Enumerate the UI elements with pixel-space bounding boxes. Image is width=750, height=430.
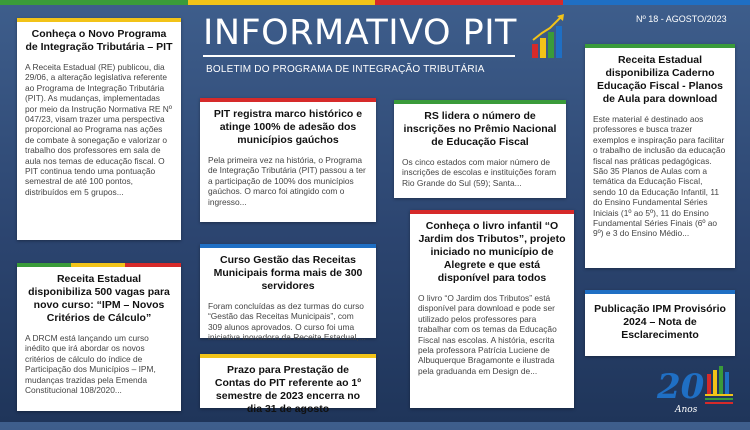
page-subtitle: BOLETIM DO PROGRAMA DE INTEGRAÇÃO TRIBUTÁRIA [206,64,485,75]
card-title: Receita Estadual disponibiliza 500 vagas para novo curso: “IPM – Novos Critérios de Cálculo” [28,273,170,324]
bar-chart-growth-icon [530,14,566,60]
news-card-novo-programa[interactable] [17,18,181,240]
card-title: Curso Gestão das Receitas Municipais forma mais de 300 servidores [213,254,363,292]
card-title: Publicação IPM Provisório 2024 – Nota de Esclarecimento [594,303,726,341]
card-body: Os cinco estados com maior número de inscrições de escolas e instituições foram Rio Grande do Sul (59); Santa... [402,157,557,188]
news-card-premio-nacional[interactable] [394,100,566,198]
issue-number: Nº 18 - AGOSTO/2023 [636,14,727,24]
card-title: Prazo para Prestação de Contas do PIT referente ao 1º semestre de 2023 encerra no dia 31 de agosto [214,364,362,415]
card-accent-bar [200,354,376,358]
logo-number: 20 [657,367,705,407]
card-title: Receita Estadual disponibiliza Caderno Educação Fiscal - Planos de Aula para download [596,54,724,105]
card-accent-bar [394,100,566,104]
top-color-stripe [0,0,750,5]
news-card-vagas-curso[interactable] [17,263,181,411]
card-body: A Receita Estadual (RE) publicou, dia 29/06, a alteração legislativa referente ao Programa de Integração Tributária (PIT). As mudanças, implementadas por meio da Instrução Normativa RE Nº 047/23, visam trazer uma perspectiva proporcional ao Programa nas ações de combate à sonegação e valorizar o trabalho dos professores em sala de aula nos temas de educação fiscal. O PIT continua tendo uma pontuação semestral de até 100 pontos, distribuídos em 5 grupos... [25,62,172,197]
card-body: Foram concluídas as dez turmas do curso “Gestão das Receitas Municipais”, com 309 alunos aprovados. O curso foi uma iniciativa inovadora da Receita Estadual,... [208,301,366,343]
card-body: Pela primeira vez na história, o Programa de Integração Tributária (PIT) passou a ter a participação de 100% dos municípios gaúchos. O marco foi atingido com o ingresso... [208,155,366,207]
news-card-gestao-receitas[interactable] [200,244,376,343]
card-body: Este material é destinado aos professores e busca trazer exemplos e inspiração para facilitar o trabalho de inclusão da educação fiscal nas práticas pedagógicas. São 35 Planos de Aulas com a temática da Educação Fiscal, sendo 10 da Educação Infantil, 11 do Ensino Fundamental Séries Iniciais (1º ao 5º), 11 do Ensino Fundamental Séries Finais (6º ao 9º) e 3 do Ensino Médio... [593,114,726,239]
card-body: A DRCM está lançando um curso inédito que irá abordar os novos critérios de cálculo do índice de Participação dos Municípios – IPM, mudanças trazidas pela Emenda Constitucional 108/2020... [25,333,156,396]
news-card-ipm-provisorio[interactable] [585,290,735,356]
logo-label: Anos [675,405,698,415]
card-title: PIT registra marco histórico e atinge 100% de adesão dos municípios gaúchos [213,108,363,146]
card-title: RS lidera o número de inscrições no Prêmio Nacional de Educação Fiscal [403,110,557,148]
title-underline [203,55,515,57]
card-accent-bar [585,290,735,294]
card-accent-bar [200,98,376,102]
card-accent-bar [17,263,181,267]
news-card-jardim-tributos[interactable] [410,210,574,408]
card-accent-bar [585,44,735,48]
card-title: Conheça o livro infantil “O Jardim dos Tributos”, projeto iniciado no município de Alegrete e que está disponível para todos [418,220,566,284]
card-accent-bar [410,210,574,214]
card-accent-bar [17,18,181,22]
card-title: Conheça o Novo Programa de Integração Tributária – PIT [25,28,173,53]
pit-20-anos-logo [655,362,737,418]
news-card-marco-historico[interactable] [200,98,376,222]
page-title: INFORMATIVO PIT [203,13,517,53]
card-body: O livro “O Jardim dos Tributos” está disponível para download e pode ser utilizado pelos professores para trabalhar com os temas da Educação Fiscal nas escolas. A história, escrita pela professora Patrícia Luciene de Albuquerque Bragamonte e ilustrada pela graduanda em Design de... [418,293,557,376]
news-card-prestacao-contas[interactable] [200,354,376,415]
news-card-caderno-educacao[interactable] [585,44,735,268]
card-accent-bar [200,244,376,248]
